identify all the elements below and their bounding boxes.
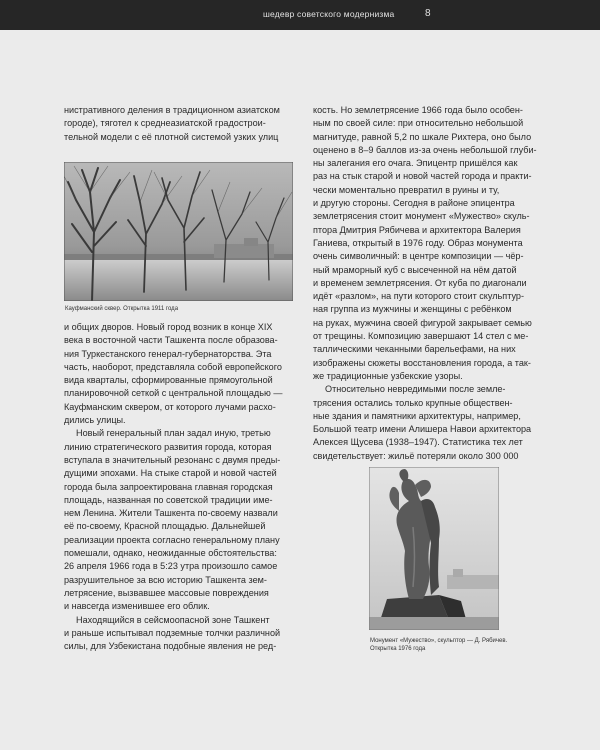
text-line: разрушительное за всю историю Ташкента зем- — [64, 574, 267, 585]
page-number: 8 — [425, 8, 431, 19]
text-line: планировочной сеткой с центральной площадью — — [64, 388, 283, 399]
text-line: её по-своему, Красной площадью. Дальнейшей — [64, 521, 266, 532]
text-line: землетрясения стоит монумент «Мужество» скуль- — [313, 211, 530, 222]
text-line: нистративного деления в традиционном азиатском — [64, 105, 280, 115]
text-line: ные здания и памятники архитектуры, например, — [313, 410, 521, 421]
text-line: трясения остались только крупные обществен- — [313, 397, 513, 408]
text-line: реализации проекта согласно генеральному плану — [64, 534, 280, 545]
text-line: городе), тяготел к среднеазиатской градострои- — [64, 118, 266, 129]
text-line: тельной модели с её плотной системой узких улиц — [64, 131, 279, 142]
kaufmann-square-caption: Кауфманский сквер. Открытка 1911 года — [65, 306, 179, 312]
text-line: идёт «разлом», на пути которого стоит скульптур- — [313, 291, 525, 302]
text-line: века в восточной части Ташкента после образова- — [64, 335, 278, 346]
text-line: ны залегания его очага. Эпицентр пришёлся как — [313, 158, 518, 169]
running-title: шедевр советского модернизма — [263, 9, 395, 19]
text-line: Кауфманским сквером, от которого лучами расхо- — [64, 401, 276, 412]
courage-monument-caption — [370, 637, 570, 653]
photo-illustration — [64, 162, 293, 301]
text-line: Ганиева, открытый в 1976 году. Образ монумента — [313, 237, 523, 248]
caption-line: Монумент «Мужество», скульптор — Д. Рябичев. — [370, 638, 508, 644]
right-column-text — [313, 104, 553, 463]
text-line: Большой театр имени Алишера Навои архитектора — [313, 424, 532, 435]
text-line: же традиционные узбекские узоры. — [313, 370, 463, 381]
text-line: 26 апреля 1966 года в 5:23 утра произошло самое — [64, 561, 278, 572]
text-line: и другую стороны. Сегодня в районе эпицентра — [313, 198, 515, 209]
photo-illustration — [369, 467, 499, 630]
text-line: Алексея Щусева (1938–1947). Статистика тех лет — [313, 437, 523, 448]
text-line: на руках, мужчина своей фигурой закрывает семью — [313, 317, 532, 328]
text-line: очень символичный: в центре композиции — чёр- — [313, 251, 524, 262]
caption-line: Открытка 1976 года — [370, 646, 426, 652]
text-line: силы, для Узбекистана подобные явления не ред- — [64, 641, 277, 652]
text-line: и временем землетрясения. От куба по диагонали — [313, 277, 527, 288]
text-line: площадь, названная по советской традиции име- — [64, 494, 273, 505]
text-line: дущими эпохами. На стыке старой и новой частей — [64, 468, 277, 479]
text-line: Новый генеральный план задал иную, третью — [76, 428, 271, 439]
text-line: Относительно невредимыми после земле- — [325, 384, 506, 395]
running-header — [0, 0, 600, 30]
text-line: города была запроектирована главная городская — [64, 481, 273, 492]
text-line: ный мраморный куб с высеченной на нём датой — [313, 264, 517, 275]
text-line: часть, наоборот, представляла собой европейского — [64, 361, 282, 372]
text-line: летрясение, вызвавшее массовые повреждения — [64, 587, 269, 598]
text-line: вида кварталы, сформированные прямоугольной — [64, 375, 273, 386]
text-line: от трещины. Композицию завершают 14 стел с ме- — [313, 331, 529, 342]
text-line: линию стратегического развития города, которая — [64, 441, 272, 452]
text-line: и навсегда изменившее его облик. — [64, 601, 210, 612]
text-line: раз на стык старой и новой частей города и практи- — [313, 171, 532, 182]
left-column-top-text — [64, 104, 304, 144]
text-line: свидетельствует: жильё потеряли около 300 000 — [313, 450, 519, 461]
text-line: ния Туркестанского генерал-губернаторства. Эта — [64, 348, 272, 359]
text-line: чески моментально превратил в руины и ту, — [313, 184, 500, 195]
text-line: оценено в 8–9 баллов из-за очень небольшой глуби- — [313, 144, 537, 155]
text-line: помешали, однако, неожиданные обстоятельства: — [64, 548, 277, 559]
text-line: ная группа из мужчины и женщины с ребёнком — [313, 304, 512, 315]
text-line: нем Ленина. Жители Ташкента по-своему назвали — [64, 508, 278, 519]
text-line: Находящийся в сейсмоопасной зоне Ташкент — [76, 614, 270, 625]
text-line: и раньше испытывал подземные толчки различной — [64, 627, 281, 638]
text-line: птора Дмитрия Рябичева и архитектора Валерия — [313, 224, 521, 235]
text-line: кость. Но землетрясение 1966 года было особен- — [313, 105, 523, 115]
text-line: ным по своей силе: при относительно небольшой — [313, 118, 524, 129]
text-line: вступала в значительный резонанс с двумя преды- — [64, 454, 281, 465]
text-line: таллическими чеканными барельефами, на них — [313, 344, 516, 355]
text-line: и общих дворов. Новый город возник в конце XIX — [64, 322, 273, 332]
courage-monument-photo — [369, 467, 499, 630]
text-line: магнитуде, равной 5,2 по шкале Рихтера, оно было — [313, 131, 532, 142]
text-line: дились улицы. — [64, 415, 126, 426]
kaufmann-square-photo — [64, 162, 293, 301]
text-line: изображены сюжеты восстановления города, а так- — [313, 357, 531, 368]
left-column-main-text — [64, 321, 304, 653]
